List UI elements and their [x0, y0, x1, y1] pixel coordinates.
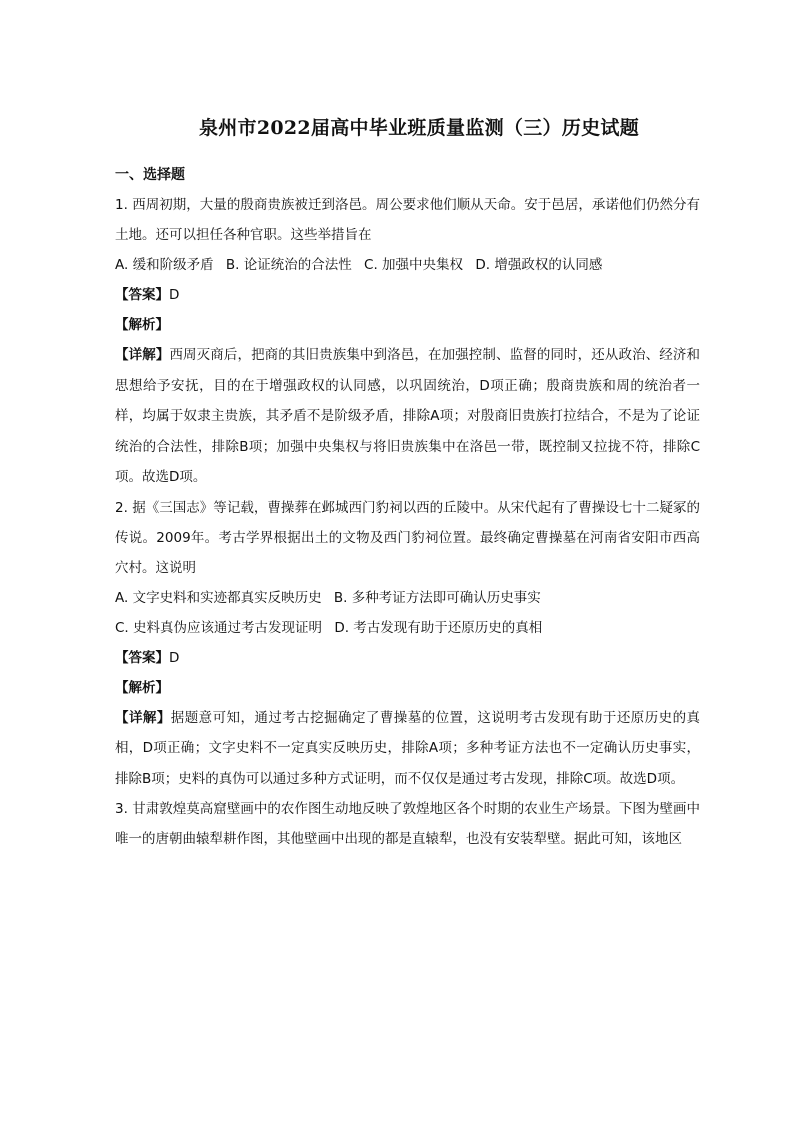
analysis-line: [115, 673, 700, 703]
options-line: [115, 583, 700, 613]
answer-value: D: [169, 649, 180, 666]
detail-label: 【详解】: [115, 347, 170, 363]
answer-label: 【答案】: [115, 649, 169, 666]
analysis-label: 【解析】: [115, 679, 169, 696]
analysis-line: [115, 310, 700, 340]
detail-paragraph: [115, 703, 700, 795]
question-stem: 3. 甘肃敦煌莫高窟壁画中的农作图生动地反映了敦煌地区各个时期的农业生产场景。下图为壁画中唯一的唐朝曲辕犁耕作图，其他壁画中出现的都是直辕犁，也没有安装犁壁。据此可知，该地区: [115, 801, 700, 847]
page-title: 泉州市2022届高中毕业班质量监测（三）历史试题: [198, 117, 640, 139]
detail-label: 【详解】: [115, 709, 171, 726]
answer-line: [115, 280, 700, 310]
option-b: B. 论证统治的合法性: [225, 257, 352, 273]
options-line: [115, 250, 700, 280]
detail-text: 西周灭商后，把商的其旧贵族集中到洛邑，在加强控制、监督的同时，还从政治、经济和思想给予安抚，目的在于增强政权的认同感，以巩固统治，D项正确；殷商贵族和周的统治者一样，均属于奴隶主贵族，其矛盾不是阶级矛盾，排除A项；对殷商旧贵族打拉结合，不是为了论证统治的合法性，排除B项；加强中央集权与将旧贵族集中在洛邑一带，既控制又拉拢不符，排除C项。故选D项。: [115, 347, 701, 485]
detail-paragraph: [115, 340, 700, 493]
option-d: D. 增强政权的认同感: [475, 257, 603, 273]
section-heading: 一、选择题: [115, 167, 185, 183]
option-a: A. 缓和阶级矛盾: [115, 257, 214, 273]
options-line: [115, 613, 700, 643]
detail-text: 据题意可知，通过考古挖掘确定了曹操墓的位置，这说明考古发现有助于还原历史的真相，D项正确；文字史料不一定真实反映历史，排除A项；多种考证方法也不一定确认历史事实，排除B项；史料的真伪可以通过多种方式证明，而不仅仅是通过考古发现，排除C项。故选D项。: [115, 709, 701, 787]
option-a: A. 文字史料和实迹都真实反映历史: [115, 589, 322, 606]
question-stem: 1. 西周初期，大量的殷商贵族被迁到洛邑。周公要求他们顺从天命。安于邑居，承诺他们仍然分有土地。还可以担任各种官职。这些举措旨在: [115, 197, 700, 243]
answer-value: D: [169, 287, 180, 303]
analysis-label: 【解析】: [115, 317, 169, 333]
question-1: [115, 190, 700, 493]
option-c: C. 史料真伪应该通过考古发现证明: [115, 619, 323, 636]
answer-line: [115, 643, 700, 673]
document-body: [115, 160, 700, 854]
question-stem: 2. 据《三国志》等记载，曹操葬在邺城西门豹祠以西的丘陵中。从宋代起有了曹操设七十二疑冢的传说。2009年。考古学界根据出土的文物及西门豹祠位置。最终确定曹操墓在河南省安阳市西高穴村。这说明: [115, 499, 700, 576]
question-2: [115, 493, 700, 795]
question-3: [115, 794, 700, 854]
option-c: C. 加强中央集权: [364, 257, 464, 273]
option-d: D. 考古发现有助于还原历史的真相: [334, 619, 543, 636]
option-b: B. 多种考证方法即可确认历史事实: [333, 589, 541, 606]
answer-label: 【答案】: [115, 287, 169, 303]
